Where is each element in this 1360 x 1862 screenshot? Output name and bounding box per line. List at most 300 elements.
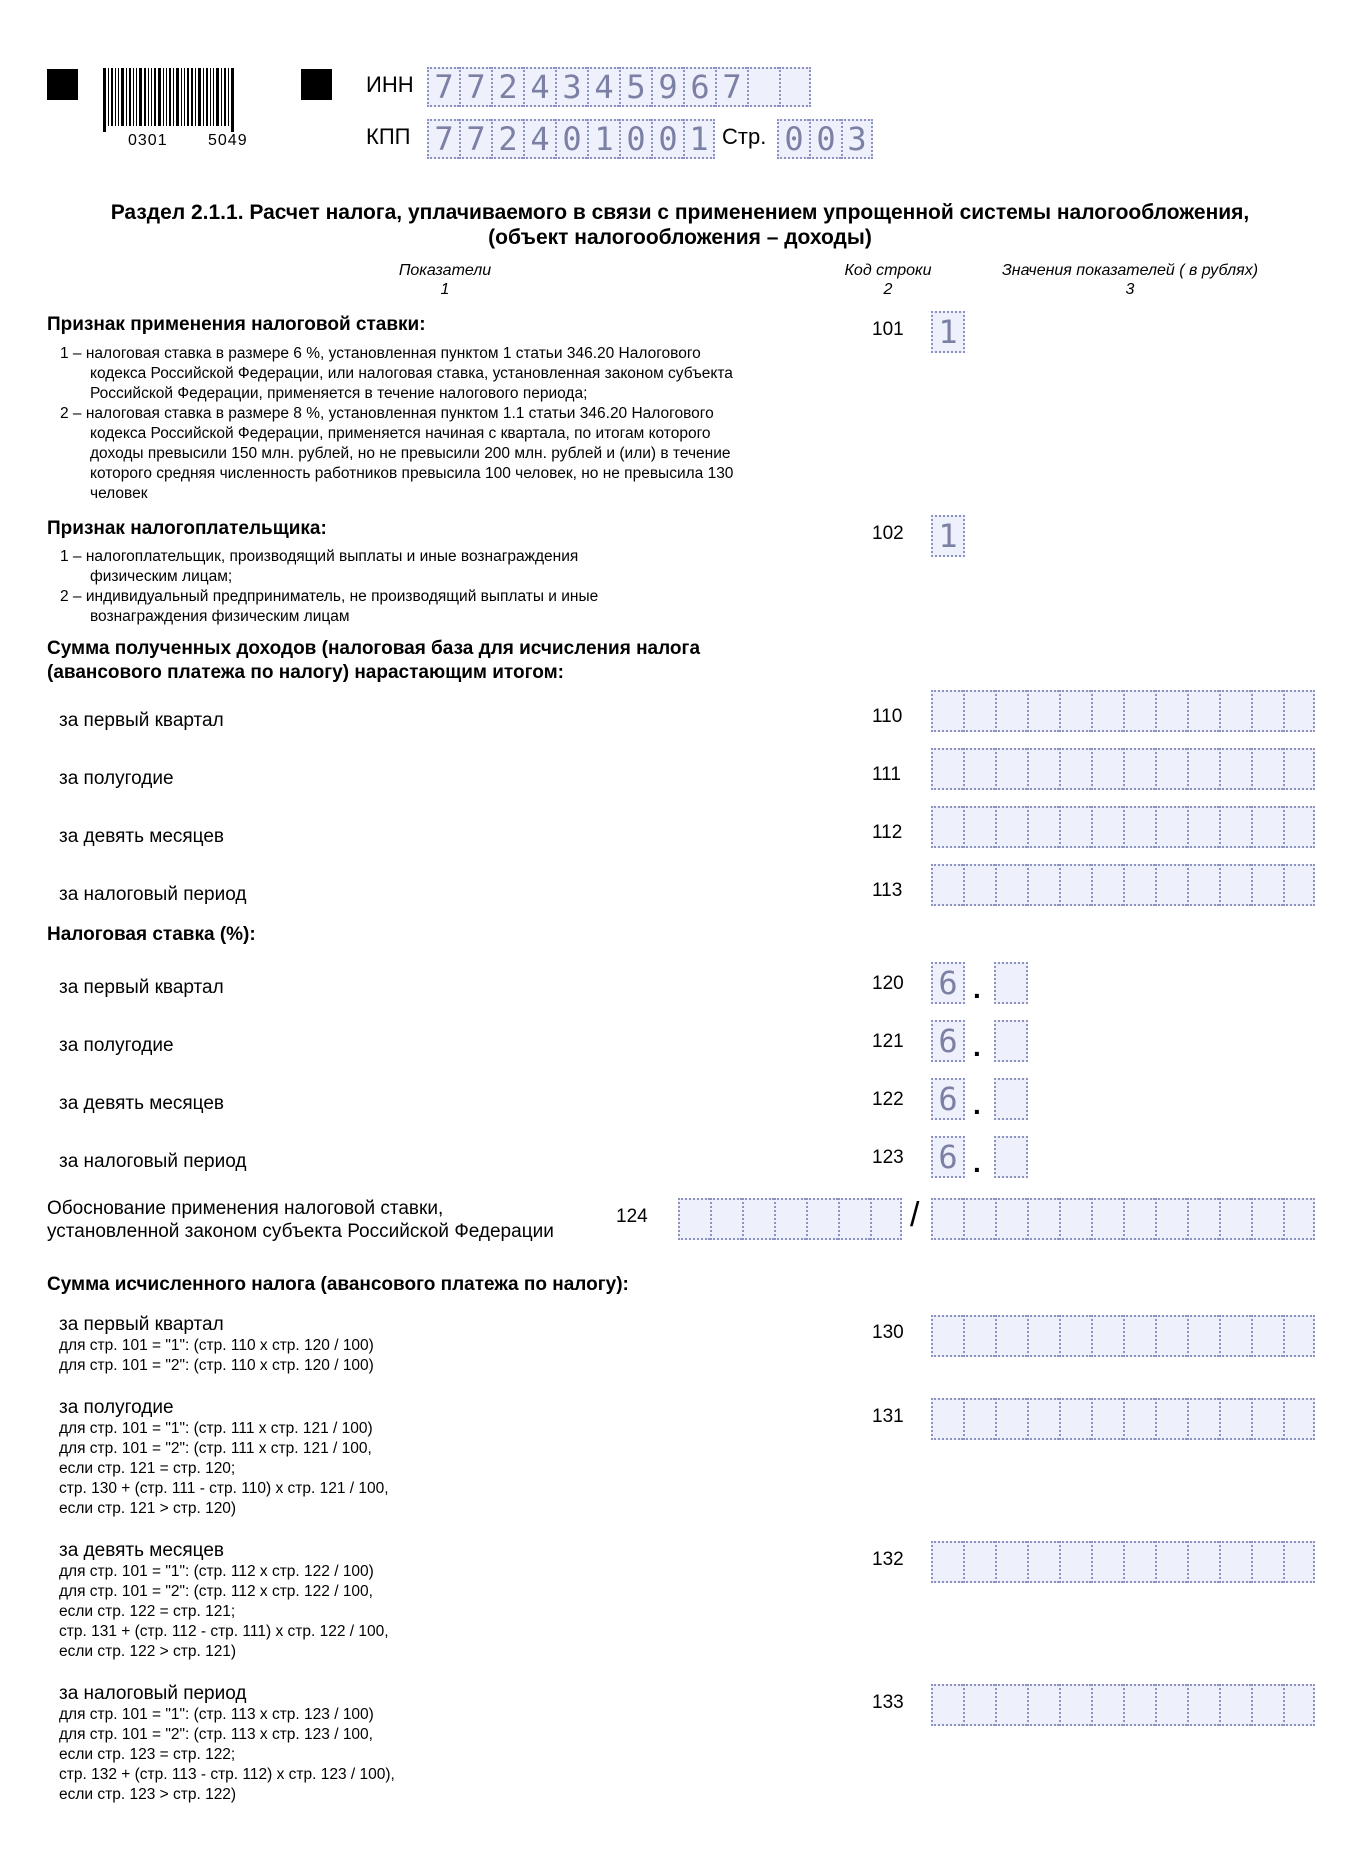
rate-decimal-separator: .: [973, 1089, 981, 1120]
barcode-bar: [136, 68, 137, 126]
char-cell: [931, 1198, 963, 1240]
formula-line: стр. 130 + (стр. 111 - стр. 110) х стр. 121 / 100,: [59, 1480, 389, 1497]
char-cell: [779, 67, 811, 107]
formula-line: если стр. 123 > стр. 122): [59, 1786, 237, 1803]
char-cell: [1027, 1198, 1059, 1240]
char-cell: [963, 690, 995, 732]
barcode-bar: [115, 68, 116, 126]
tax-heading: Сумма исчисленного налога (авансового платежа по налогу):: [47, 1274, 629, 1295]
rate-sign-option-2-cont: кодекса Российской Федерации, применяется начиная с квартала, по итогам которого: [90, 425, 711, 442]
char-cell: [806, 1198, 838, 1240]
barcode-bar: [173, 68, 174, 126]
tax-row-130: [59, 1314, 374, 1376]
barcode-bar: [210, 68, 211, 126]
char-cell: [931, 690, 963, 732]
tax-field-133[interactable]: [931, 1684, 1315, 1726]
char-cell: [1155, 864, 1187, 906]
line-code-113: 113: [872, 880, 903, 901]
rate-sign-option-1: 1 – налоговая ставка в размере 6 %, установленная пунктом 1 статьи 346.20 Налогового: [60, 345, 701, 362]
char-cell: [995, 1198, 1027, 1240]
char-cell: [995, 1315, 1027, 1357]
char-cell: [963, 1541, 995, 1583]
column-header-3-label: Значения показателей ( в рублях): [1001, 262, 1259, 279]
char-cell: [1283, 690, 1315, 732]
formula-line: для стр. 101 = "1": (стр. 110 х стр. 120 / 100): [59, 1337, 374, 1354]
basis-label: [47, 1197, 554, 1243]
char-cell: 4: [523, 119, 555, 159]
column-header-code: [828, 261, 948, 299]
rate-row-label: за девять месяцев: [59, 1093, 225, 1114]
char-cell: [1027, 748, 1059, 790]
rate-frac-field-123[interactable]: [994, 1136, 1028, 1178]
rate-row-label: за полугодие: [59, 1035, 174, 1056]
rate-decimal-separator: .: [973, 1031, 981, 1062]
formula-line: для стр. 101 = "1": (стр. 112 х стр. 122 / 100): [59, 1563, 374, 1580]
char-cell: [995, 1541, 1027, 1583]
char-cell: [963, 1198, 995, 1240]
char-cell: 0: [651, 119, 683, 159]
line-code-120: 120: [872, 973, 904, 994]
tax-row-131: [59, 1397, 389, 1519]
column-header-3-number: 3: [1125, 281, 1135, 298]
char-cell: [994, 962, 1028, 1004]
char-cell: [1059, 806, 1091, 848]
char-cell: [1123, 1541, 1155, 1583]
char-cell: [995, 1398, 1027, 1440]
tax-row-133: [59, 1683, 395, 1805]
page-label: Стр.: [722, 124, 767, 149]
tax-row-133-formula: [59, 1705, 395, 1805]
rate-heading: Налоговая ставка (%):: [47, 924, 256, 945]
char-cell: [1091, 1198, 1123, 1240]
barcode-bar: [181, 68, 182, 126]
char-cell: [963, 806, 995, 848]
formula-line: если стр. 122 > стр. 121): [59, 1643, 237, 1660]
rate-sign-option-2-cont: человек: [90, 485, 148, 502]
char-cell: [1155, 1198, 1187, 1240]
char-cell: [994, 1136, 1028, 1178]
char-cell: 5: [619, 67, 651, 107]
tax-row-132: [59, 1540, 389, 1662]
char-cell: [1155, 1684, 1187, 1726]
rate-decimal-separator: .: [973, 973, 981, 1004]
char-cell: [963, 1398, 995, 1440]
char-cell: [1155, 1398, 1187, 1440]
char-cell: [1219, 806, 1251, 848]
barcode-bar: [228, 68, 229, 126]
char-cell: [1187, 1315, 1219, 1357]
char-cell: [774, 1198, 806, 1240]
barcode-bar: [231, 68, 234, 132]
char-cell: [1219, 864, 1251, 906]
char-cell: [1123, 806, 1155, 848]
payer-sign-option-2-cont: вознаграждения физическим лицам: [90, 608, 350, 625]
char-cell: [747, 67, 779, 107]
char-cell: [678, 1198, 710, 1240]
char-cell: [1219, 1684, 1251, 1726]
char-cell: [870, 1198, 902, 1240]
char-cell: [995, 690, 1027, 732]
char-cell: [1027, 1541, 1059, 1583]
barcode-bar: [169, 68, 171, 126]
char-cell: [1059, 1198, 1091, 1240]
column-header-2-number: 2: [883, 281, 893, 298]
formula-line: для стр. 101 = "2": (стр. 112 х стр. 122 / 100,: [59, 1583, 373, 1600]
section-title: [40, 200, 1320, 250]
line-code-101: 101: [872, 319, 904, 340]
char-cell: [1059, 748, 1091, 790]
char-cell: [1027, 1315, 1059, 1357]
char-cell: 0: [619, 119, 651, 159]
char-cell: [1059, 690, 1091, 732]
char-cell: [931, 1398, 963, 1440]
barcode-bar: [166, 68, 167, 126]
char-cell: [1187, 1198, 1219, 1240]
char-cell: [1091, 864, 1123, 906]
char-cell: 1: [683, 119, 715, 159]
char-cell: [1091, 1398, 1123, 1440]
tax-row-130-formula: [59, 1336, 374, 1376]
char-cell: [963, 864, 995, 906]
barcode-bar: [195, 68, 196, 126]
payer-sign-field[interactable]: [931, 515, 965, 557]
line-code-130: 130: [872, 1322, 904, 1343]
income-heading-line2: (авансового платежа по налогу) нарастающим итогом:: [47, 662, 564, 683]
char-cell: 2: [491, 119, 523, 159]
char-cell: [838, 1198, 870, 1240]
column-header-1-number: 1: [440, 281, 450, 298]
formula-line: если стр. 121 = стр. 120;: [59, 1460, 236, 1477]
column-header-1-label: Показатели: [398, 262, 492, 279]
basis-field-part2[interactable]: [931, 1198, 1315, 1240]
barcode-bar: [154, 68, 156, 126]
char-cell: [1187, 1684, 1219, 1726]
char-cell: [1187, 1398, 1219, 1440]
char-cell: [931, 864, 963, 906]
char-cell: [1219, 748, 1251, 790]
payer-sign-option-1-cont: физическим лицам;: [90, 568, 233, 585]
char-cell: [1091, 806, 1123, 848]
rate-int-field-122[interactable]: [931, 1078, 965, 1120]
rate-sign-option-2: 2 – налоговая ставка в размере 8 %, установленная пунктом 1.1 статьи 346.20 Налогового: [60, 405, 714, 422]
line-code-131: 131: [872, 1406, 904, 1427]
barcode-bar: [118, 68, 119, 126]
barcode-bar: [133, 68, 134, 126]
kpp-label: КПП: [366, 124, 411, 149]
basis-field-part1[interactable]: [678, 1198, 902, 1240]
line-code-102: 102: [872, 523, 904, 544]
formula-line: для стр. 101 = "1": (стр. 111 х стр. 121 / 100): [59, 1420, 373, 1437]
rate-row-label: за налоговый период: [59, 1151, 247, 1172]
income-row-label: за полугодие: [59, 768, 174, 789]
column-header-values: [975, 261, 1285, 299]
char-cell: [1123, 1684, 1155, 1726]
barcode-bar: [129, 68, 131, 126]
char-cell: 7: [427, 67, 459, 107]
income-field-113[interactable]: [931, 864, 1315, 906]
formula-line: стр. 132 + (стр. 113 - стр. 112) х стр. 123 / 100),: [59, 1766, 395, 1783]
payer-sign-option-1: 1 – налогоплательщик, производящий выплаты и иные вознаграждения: [60, 548, 579, 565]
char-cell: [931, 748, 963, 790]
char-cell: [963, 1315, 995, 1357]
char-cell: [1251, 748, 1283, 790]
char-cell: 0: [555, 119, 587, 159]
income-row-label: за первый квартал: [59, 710, 224, 731]
barcode-bar: [108, 68, 109, 126]
char-cell: [1283, 1398, 1315, 1440]
char-cell: [1187, 690, 1219, 732]
barcode-bar: [216, 68, 219, 126]
income-heading-line1: Сумма полученных доходов (налоговая база для исчисления налога: [47, 638, 701, 659]
char-cell: [1187, 806, 1219, 848]
rate-decimal-separator: .: [973, 1147, 981, 1178]
tax-row-132-label: за девять месяцев: [59, 1540, 225, 1561]
barcode-bar: [206, 68, 208, 126]
char-cell: [1123, 1398, 1155, 1440]
inn-label: ИНН: [366, 72, 414, 97]
line-code-110: 110: [872, 706, 903, 727]
rate-sign-option-1-cont: Российской Федерации, применяется в течение налогового периода;: [90, 385, 588, 402]
rate-frac-field-120[interactable]: [994, 962, 1028, 1004]
char-cell: [1123, 1315, 1155, 1357]
char-cell: [1219, 690, 1251, 732]
barcode-bar: [163, 68, 164, 126]
char-cell: 1: [931, 515, 965, 557]
barcode-bar: [103, 68, 106, 132]
tax-row-131-label: за полугодие: [59, 1397, 174, 1418]
rate-sign-option-1-cont: кодекса Российской Федерации, или налоговая ставка, установленная законом субъекта: [90, 365, 733, 382]
char-cell: [1155, 690, 1187, 732]
barcode-bar: [121, 68, 124, 126]
income-row-label: за налоговый период: [59, 884, 247, 905]
char-cell: [742, 1198, 774, 1240]
rate-sign-option-2-cont: которого средняя численность работников превысила 100 человек, но не превысила 130: [90, 465, 734, 482]
char-cell: [1091, 1541, 1123, 1583]
char-cell: 7: [459, 67, 491, 107]
char-cell: 1: [931, 311, 965, 353]
formula-line: для стр. 101 = "2": (стр. 110 х стр. 120 / 100): [59, 1357, 374, 1374]
char-cell: [1219, 1315, 1251, 1357]
payer-sign-heading: Признак налогоплательщика:: [47, 518, 327, 539]
char-cell: [995, 864, 1027, 906]
char-cell: [710, 1198, 742, 1240]
barcode-bar: [158, 68, 161, 126]
section-title-line1: Раздел 2.1.1. Расчет налога, уплачиваемого в связи с применением упрощенной системы налогообложения,: [110, 201, 1250, 224]
char-cell: [1155, 806, 1187, 848]
rate-sign-heading: Признак применения налоговой ставки:: [47, 314, 426, 335]
char-cell: 3: [555, 67, 587, 107]
char-cell: 9: [651, 67, 683, 107]
page-number-field[interactable]: [777, 119, 873, 159]
char-cell: [1187, 1541, 1219, 1583]
payer-sign-options: [60, 547, 860, 627]
char-cell: [995, 748, 1027, 790]
income-row-label: за девять месяцев: [59, 826, 225, 847]
barcode-bar: [176, 68, 179, 126]
char-cell: [1251, 1684, 1283, 1726]
basis-separator: /: [910, 1196, 920, 1234]
char-cell: [931, 1684, 963, 1726]
char-cell: [1091, 1684, 1123, 1726]
char-cell: [994, 1078, 1028, 1120]
char-cell: [1283, 748, 1315, 790]
char-cell: [1091, 748, 1123, 790]
rate-sign-field[interactable]: [931, 311, 965, 353]
formula-line: если стр. 121 > стр. 120): [59, 1500, 237, 1517]
char-cell: 1: [587, 119, 619, 159]
kpp-field[interactable]: [427, 119, 715, 159]
char-cell: [1251, 1398, 1283, 1440]
char-cell: [1251, 690, 1283, 732]
char-cell: [1027, 1398, 1059, 1440]
basis-label-line2: установленной законом субъекта Российской Федерации: [47, 1221, 554, 1242]
income-heading: [47, 637, 700, 685]
char-cell: 4: [523, 67, 555, 107]
char-cell: [1059, 864, 1091, 906]
barcode-bar: [148, 68, 149, 126]
formula-line: для стр. 101 = "1": (стр. 113 х стр. 123 / 100): [59, 1706, 374, 1723]
column-header-2-label: Код строки: [844, 262, 932, 279]
barcode-bar: [184, 68, 185, 126]
income-field-111[interactable]: [931, 748, 1315, 790]
char-cell: 4: [587, 67, 619, 107]
char-cell: [995, 806, 1027, 848]
rate-sign-option-2-cont: доходы превысили 150 млн. рублей, но не превысили 200 млн. рублей и (или) в течение: [90, 445, 731, 462]
char-cell: [1283, 1684, 1315, 1726]
char-cell: 6: [931, 1136, 965, 1178]
char-cell: [1027, 1684, 1059, 1726]
char-cell: [1283, 1198, 1315, 1240]
barcode-bar: [198, 68, 201, 126]
section-title-line2: (объект налогообложения – доходы): [488, 226, 872, 249]
char-cell: [1123, 1198, 1155, 1240]
line-code-124: 124: [616, 1206, 648, 1227]
line-code-132: 132: [872, 1549, 904, 1570]
line-code-122: 122: [872, 1089, 904, 1110]
char-cell: [1155, 1315, 1187, 1357]
char-cell: 7: [459, 119, 491, 159]
char-cell: [963, 748, 995, 790]
barcode-bar: [191, 68, 193, 126]
char-cell: [1187, 864, 1219, 906]
char-cell: [1027, 864, 1059, 906]
corner-marker-left: [47, 69, 78, 100]
char-cell: [1219, 1541, 1251, 1583]
barcode-bar: [224, 68, 226, 126]
formula-line: если стр. 122 = стр. 121;: [59, 1603, 236, 1620]
formula-line: для стр. 101 = "2": (стр. 111 х стр. 121 / 100,: [59, 1440, 372, 1457]
rate-row-label: за первый квартал: [59, 977, 224, 998]
char-cell: [1251, 864, 1283, 906]
char-cell: [1219, 1398, 1251, 1440]
income-field-110[interactable]: [931, 690, 1315, 732]
rate-int-field-121[interactable]: [931, 1020, 965, 1062]
payer-sign-option-2: 2 – индивидуальный предприниматель, не производящий выплаты и иные: [60, 588, 599, 605]
line-code-111: 111: [872, 764, 901, 785]
line-code-112: 112: [872, 822, 903, 843]
char-cell: [1283, 864, 1315, 906]
tax-row-131-formula: [59, 1419, 389, 1519]
barcode-bar: [221, 68, 222, 126]
char-cell: [1219, 1198, 1251, 1240]
char-cell: [931, 1541, 963, 1583]
barcode-number-right: 5049: [208, 132, 248, 149]
char-cell: 3: [841, 119, 873, 159]
tax-field-132[interactable]: [931, 1541, 1315, 1583]
barcode-bar: [139, 68, 142, 126]
barcode-bar: [144, 68, 146, 126]
char-cell: [1251, 1315, 1283, 1357]
barcode-bar: [151, 68, 152, 126]
char-cell: [1091, 1315, 1123, 1357]
char-cell: [1251, 1541, 1283, 1583]
char-cell: 2: [491, 67, 523, 107]
char-cell: [1059, 1541, 1091, 1583]
char-cell: [1059, 1315, 1091, 1357]
barcode: [103, 68, 278, 132]
rate-int-field-120[interactable]: [931, 962, 965, 1004]
char-cell: 0: [809, 119, 841, 159]
tax-row-133-label: за налоговый период: [59, 1683, 247, 1704]
barcode-bar: [111, 68, 113, 126]
inn-field[interactable]: [427, 67, 811, 107]
char-cell: [1251, 806, 1283, 848]
char-cell: [1027, 690, 1059, 732]
column-header-indicators: [345, 261, 545, 299]
char-cell: [995, 1684, 1027, 1726]
char-cell: [1187, 748, 1219, 790]
barcode-bar: [187, 68, 189, 126]
char-cell: [1283, 1315, 1315, 1357]
char-cell: 7: [427, 119, 459, 159]
rate-frac-field-121[interactable]: [994, 1020, 1028, 1062]
char-cell: [1059, 1684, 1091, 1726]
rate-frac-field-122[interactable]: [994, 1078, 1028, 1120]
corner-marker-right: [301, 69, 332, 100]
char-cell: [1155, 748, 1187, 790]
char-cell: 6: [931, 1020, 965, 1062]
char-cell: [963, 1684, 995, 1726]
tax-field-131[interactable]: [931, 1398, 1315, 1440]
rate-sign-options: [60, 344, 860, 504]
char-cell: [1283, 1541, 1315, 1583]
char-cell: [931, 1315, 963, 1357]
char-cell: [1027, 806, 1059, 848]
char-cell: [1155, 1541, 1187, 1583]
tax-row-130-label: за первый квартал: [59, 1314, 224, 1335]
char-cell: 6: [931, 962, 965, 1004]
char-cell: [1059, 1398, 1091, 1440]
barcode-number-left: 0301: [128, 132, 168, 149]
basis-label-line1: Обоснование применения налоговой ставки,: [47, 1198, 444, 1219]
line-code-121: 121: [872, 1031, 904, 1052]
char-cell: 6: [683, 67, 715, 107]
tax-field-130[interactable]: [931, 1315, 1315, 1357]
line-code-133: 133: [872, 1692, 904, 1713]
char-cell: [1091, 690, 1123, 732]
income-field-112[interactable]: [931, 806, 1315, 848]
rate-int-field-123[interactable]: [931, 1136, 965, 1178]
char-cell: [1123, 690, 1155, 732]
char-cell: [1123, 864, 1155, 906]
char-cell: [1251, 1198, 1283, 1240]
char-cell: 6: [931, 1078, 965, 1120]
barcode-bar: [126, 68, 127, 126]
line-code-123: 123: [872, 1147, 904, 1168]
char-cell: [1283, 806, 1315, 848]
barcode-bar: [203, 68, 204, 126]
char-cell: 7: [715, 67, 747, 107]
